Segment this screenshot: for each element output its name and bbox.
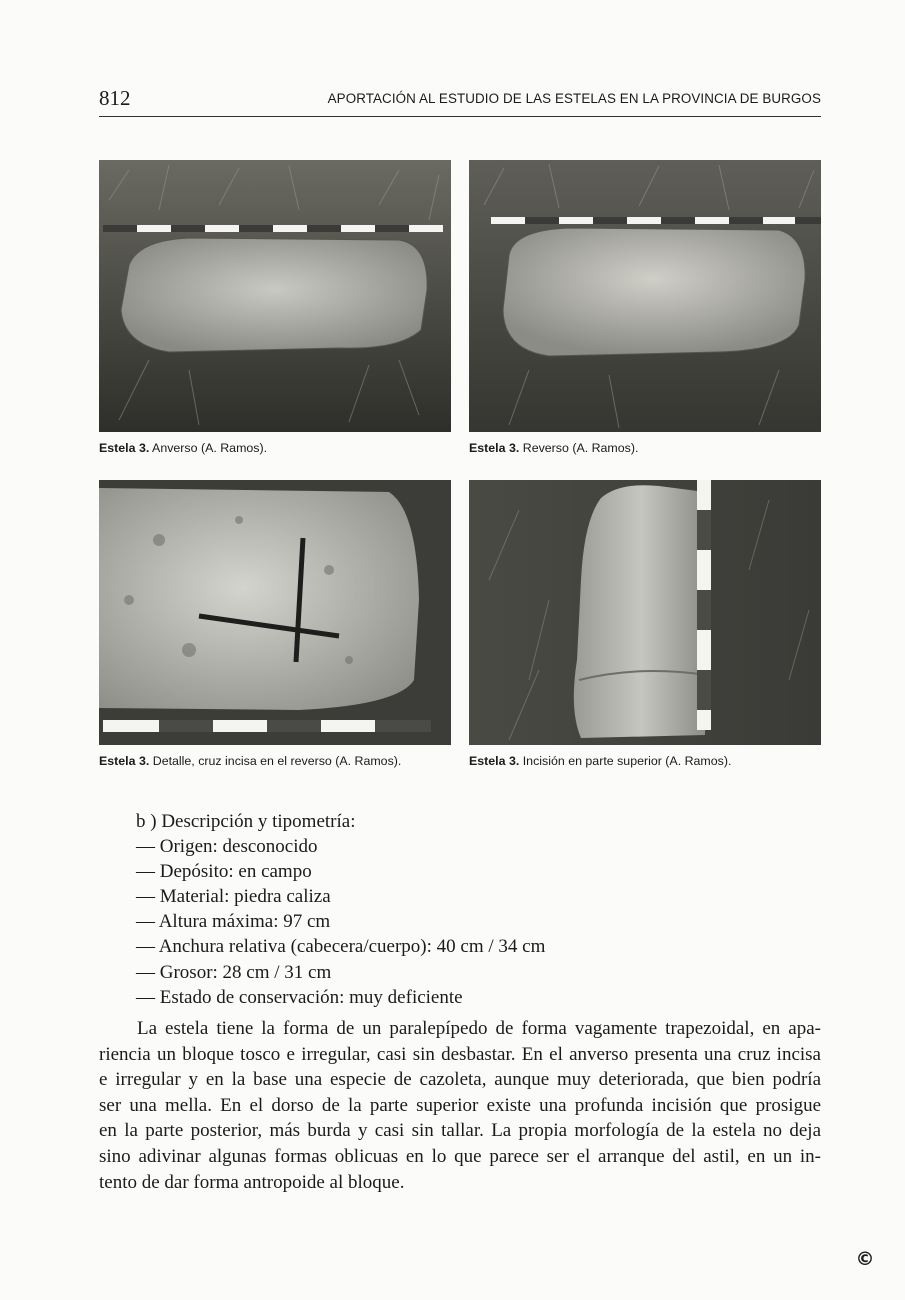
caption-incision-superior <box>469 754 731 768</box>
caption-text: Incisión en parte superior (A. Ramos). <box>519 754 732 768</box>
body-paragraph <box>99 1016 821 1195</box>
page-number: 812 <box>99 86 131 110</box>
list-item: — Material: piedra caliza <box>136 886 331 908</box>
paragraph-line: riencia un bloque tosco e irregular, casi sin desbastar. En el anverso presenta una cruz incisa <box>99 1043 821 1065</box>
caption-anverso <box>99 441 267 455</box>
photo-anverso <box>99 160 451 432</box>
list-item: — Estado de conservación: muy deficiente <box>136 986 463 1008</box>
copyright-icon: © <box>855 1248 875 1270</box>
page-header <box>99 86 821 116</box>
header-rule <box>99 116 821 117</box>
paragraph-line: e irregular y en la base una especie de cazoleta, aunque muy deteriorada, que bien podría <box>99 1069 821 1091</box>
caption-text: Reverso (A. Ramos). <box>519 441 639 455</box>
caption-label: Estela 3. <box>469 754 520 768</box>
caption-reverso <box>469 441 638 455</box>
paragraph-line: en la parte posterior, más burda y casi sin tallar. La propia morfología de la estela no deja <box>99 1120 821 1142</box>
list-item: — Altura máxima: 97 cm <box>136 911 331 933</box>
paragraph-line: sino adivinar algunas formas oblicuas en lo que parece ser el arranque del astil, en un in- <box>99 1145 821 1167</box>
list-item: — Anchura relativa (cabecera/cuerpo): 40 cm / 34 cm <box>136 936 546 958</box>
caption-label: Estela 3. <box>99 441 150 455</box>
list-item: — Grosor: 28 cm / 31 cm <box>136 961 332 983</box>
photo-reverso <box>469 160 821 432</box>
photo-incision-superior <box>469 480 821 745</box>
caption-label: Estela 3. <box>99 754 150 768</box>
paragraph-line: La estela tiene la forma de un paralepípedo de forma vagamente trapezoidal, en apa- <box>137 1018 821 1039</box>
running-title: APORTACIÓN AL ESTUDIO DE LAS ESTELAS EN LA PROVINCIA DE BURGOS <box>327 91 821 106</box>
caption-cruz-detalle <box>99 754 401 768</box>
caption-text: Anverso (A. Ramos). <box>149 441 268 455</box>
paragraph-line: ser una mella. En el dorso de la parte superior existe una profunda incisión que prosigue <box>99 1094 821 1116</box>
caption-text: Detalle, cruz incisa en el reverso (A. Ramos). <box>149 754 402 768</box>
list-item: — Depósito: en campo <box>136 861 312 883</box>
description-list <box>136 809 545 1010</box>
list-item: — Origen: desconocido <box>136 836 318 858</box>
paragraph-line: tento de dar forma antropoide al bloque. <box>99 1171 405 1193</box>
description-heading: b ) Descripción y tipometría: <box>136 811 356 832</box>
caption-label: Estela 3. <box>469 441 520 455</box>
photo-cruz-detalle <box>99 480 451 745</box>
